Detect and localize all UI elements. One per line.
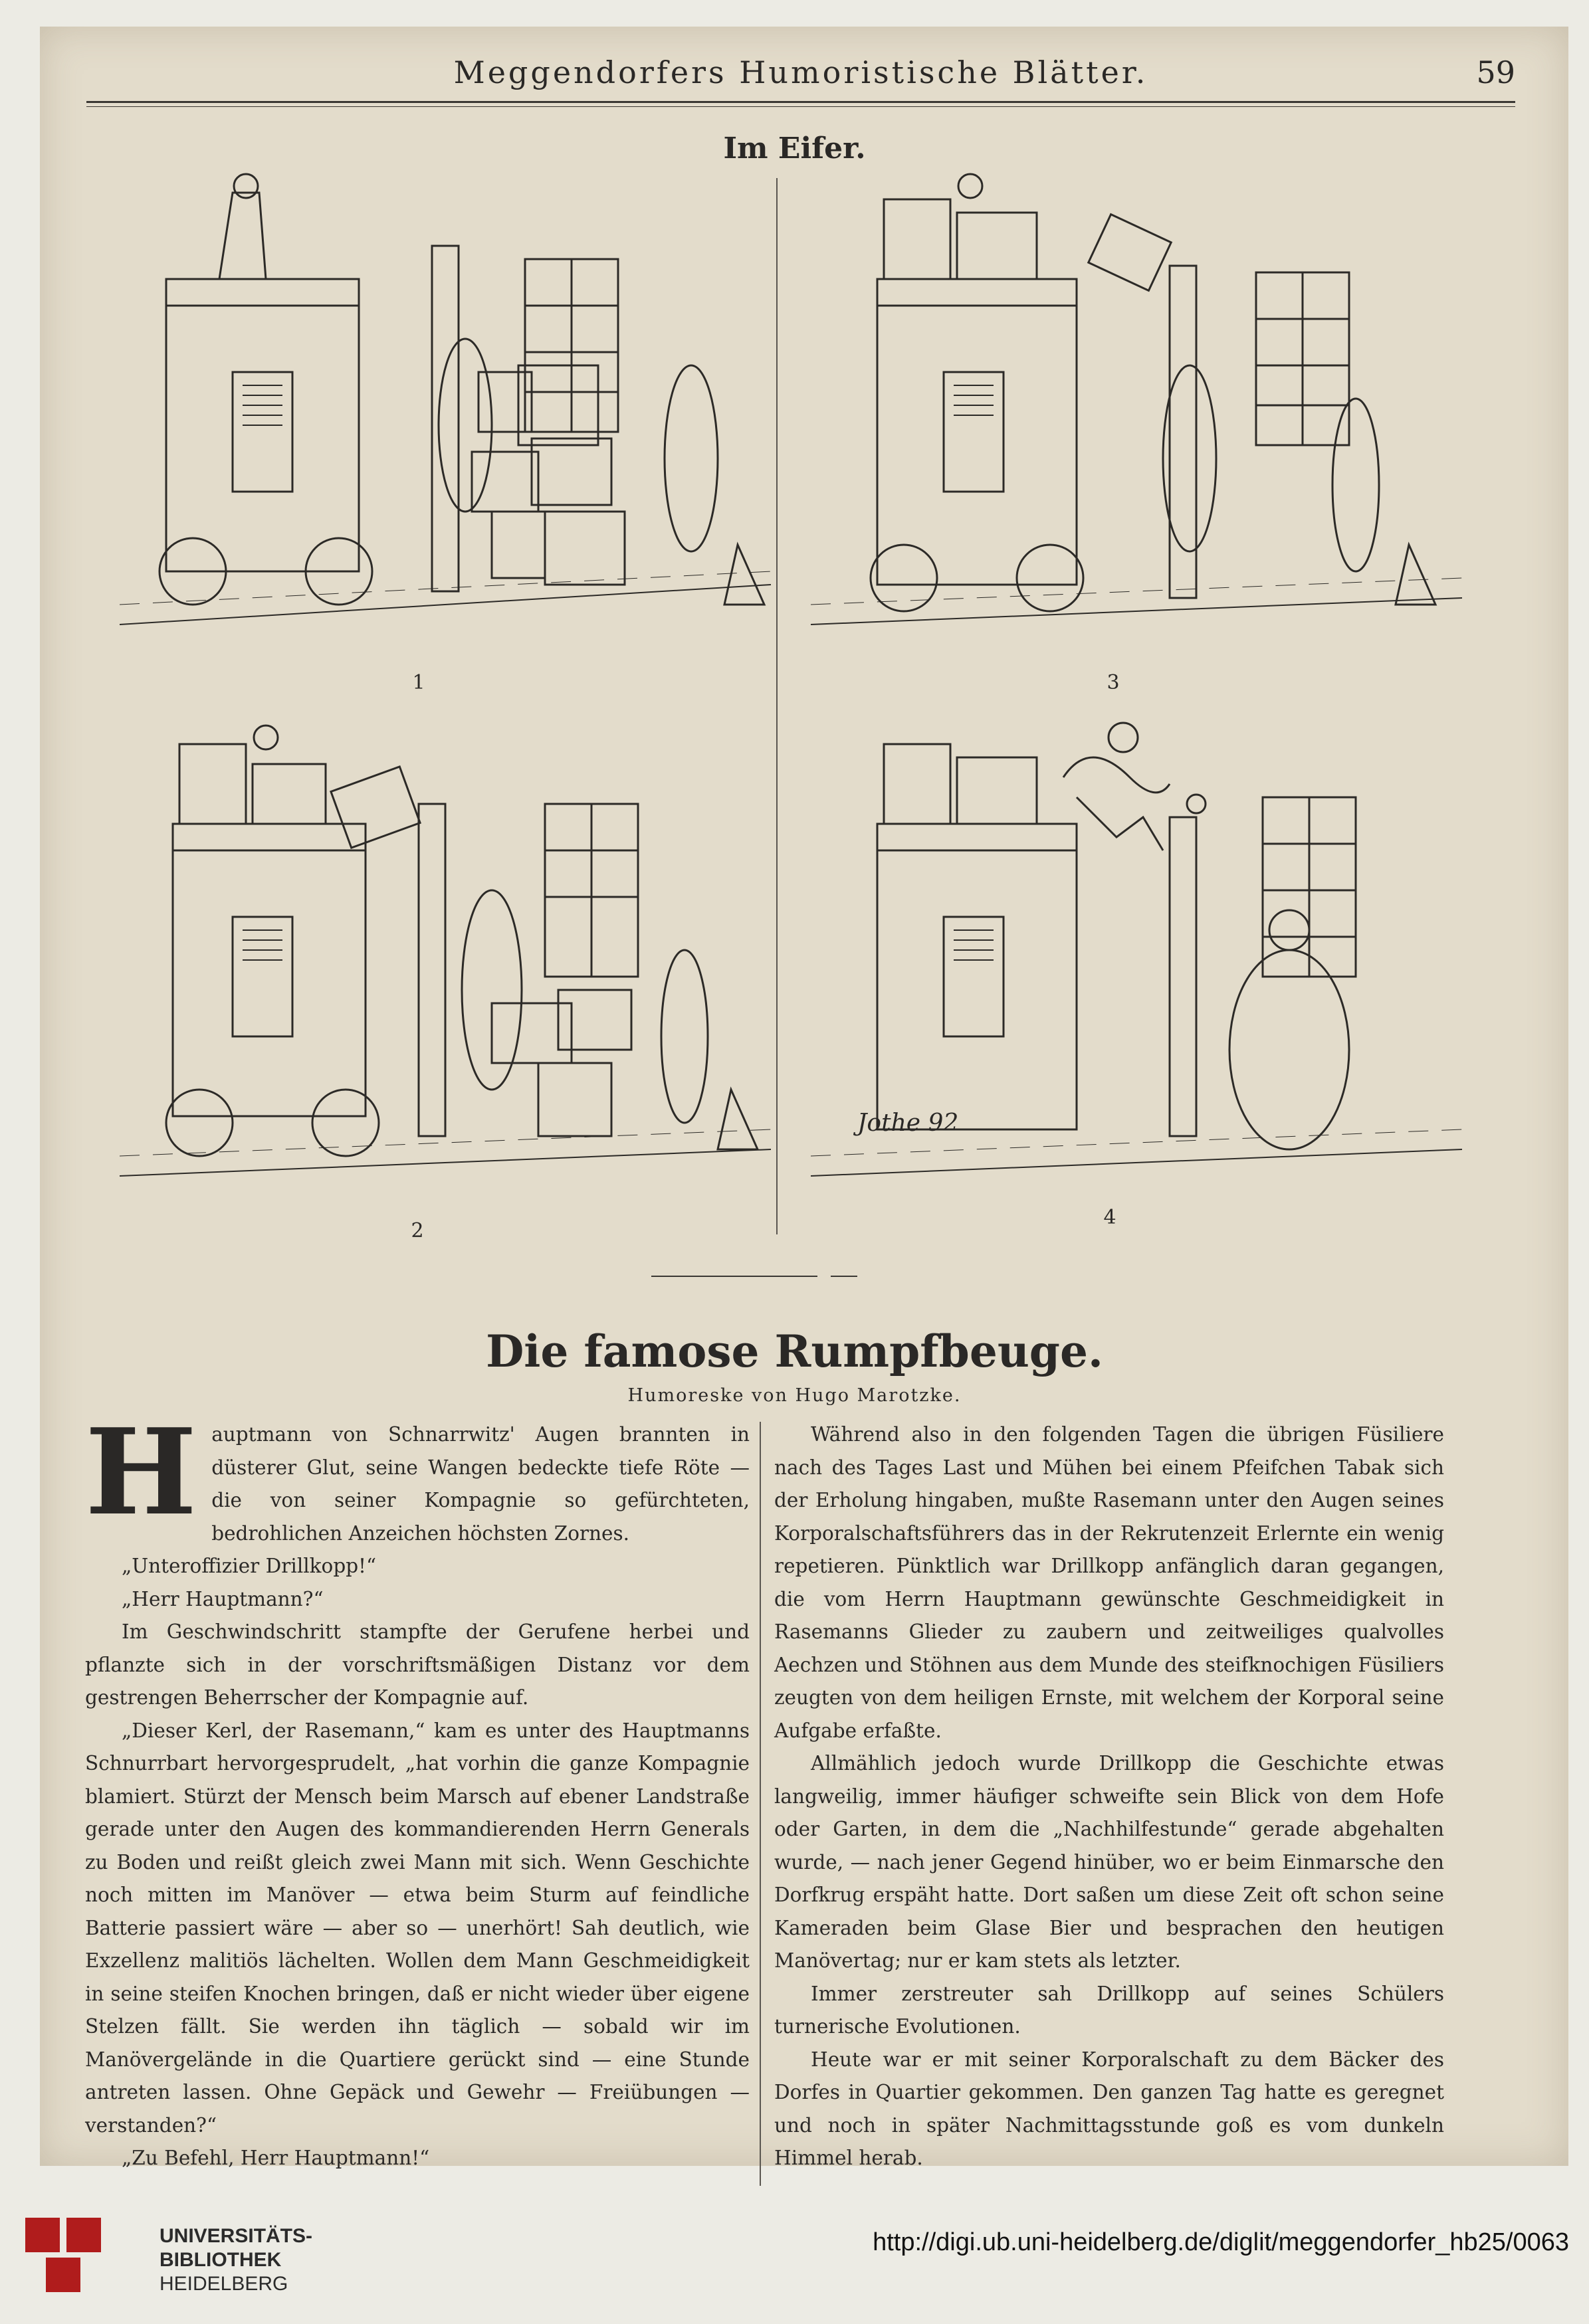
running-title: Meggendorfers Humoristische Blätter. <box>453 54 1148 90</box>
section-rule-short <box>831 1276 857 1277</box>
library-logo-icon <box>25 2218 152 2304</box>
cartoon-panel-3 <box>811 173 1462 651</box>
paragraph: „Zu Befehl, Herr Hauptmann!“ <box>122 2147 430 2169</box>
column-divider <box>760 1422 761 2186</box>
paragraph: „Unteroffizier Drillkopp!“ <box>122 1555 377 1577</box>
paragraph: „Herr Hauptmann?“ <box>122 1587 324 1610</box>
left-column <box>85 1403 750 2175</box>
artist-signature: Jothe 92 <box>857 1110 959 1137</box>
paragraph: Allmählich jedoch wurde Drillkopp die Geschichte etwas langweilig, immer häufiger schweifte sein Blick von dem Hofe oder Garten, in dem die „Nachhilfestunde“ gerade abgehalten wurde, — nach jener Gegend hinüber, wo er beim Einmarsche den Dorfkrug erspäht hatte. Dort saßen um diese Zeit oft schon seine Kameraden beim Glase Bier und besprachen den heutigen Manövertag; nur er kam stets als letzter. <box>774 1752 1444 1972</box>
cartoon-title: Im Eifer. <box>723 132 866 165</box>
paragraph: „Dieser Kerl, der Rasemann,“ kam es unter des Hauptmanns Schnurrbart hervorgesprudelt, „hat vorhin die ganze Kompagnie blamiert. Stürzt der Mensch beim Marsch auf ebener Landstraße gerade unter den Augen des kommandierenden Herrn Generals zu Boden und reißt gleich zwei Mann mit sich. Wenn Geschichte noch mitten im Manöver — etwa beim Sturm auf feindliche Batterie passiert wäre — aber so — unerhört! Sah deutlich, wie Exzellenz malitiös lächelten. Wollen dem Mann Geschmeidigkeit in seine steifen Knochen bringen, daß er nicht wieder über eigene Stelzen fällt. Sie werden ihn täglich — sobald wir im Manövergelände in die Quartiere gerückt sind — eine Stunde antreten lassen. Ohne Gepäck und Gewehr — Freiübungen — verstanden?“ <box>85 1719 750 2137</box>
panel-number-1: 1 <box>412 671 425 694</box>
panel-3-illustration <box>811 173 1462 651</box>
paragraph: Während also in den folgenden Tagen die übrigen Füsiliere nach des Tages Last und Mühen bei einem Pfeifchen Tabak sich der Erholung hingaben, mußte Rasemann unter den Augen seines Korporalschaftsführers das in der Rekrutenzeit Erlernte ein wenig repetieren. Pünktlich war Drillkopp anfänglich daran gegangen, die vom Herrn Hauptmann gewünschte Geschmeidigkeit in Rasemanns Glieder zu zaubern und zeitweiliges qualvolles Aechzen und Stöhnen aus dem Munde des steifknochigen Füsiliers zeugten von dem heiligen Ernste, mit welchem der Korporal seine Aufgabe erfaßte. <box>774 1423 1444 1742</box>
cartoon-divider <box>776 178 778 1234</box>
paragraph: Im Geschwindschritt stampfte der Gerufene herbei und pflanzte sich in der vorschriftsmäßigen Distanz vor dem gestrengen Beherrscher der Kompagnie auf. <box>85 1620 750 1709</box>
panel-1-illustration <box>120 173 771 651</box>
section-rule <box>651 1276 817 1277</box>
cartoon-panel-1 <box>120 173 771 651</box>
cartoon-panel-2 <box>120 718 771 1196</box>
drop-cap: H <box>85 1403 197 1541</box>
paragraph: auptmann von Schnarrwitz' Augen brannten in düsterer Glut, seine Wangen bedeckte tiefe Röte — die von seiner Kompagnie so gefürchteten, bedrohlichen Anzeichen höchsten Zornes. <box>211 1423 750 1545</box>
header-rule <box>86 101 1515 103</box>
story-byline: Humoreske von Hugo Marotzke. <box>627 1385 962 1406</box>
panel-number-3: 3 <box>1107 671 1120 694</box>
panel-number-2: 2 <box>411 1219 424 1242</box>
footer-bar <box>0 2186 1589 2324</box>
library-name: UNIVERSITÄTS- BIBLIOTHEK HEIDELBERG <box>159 2225 313 2295</box>
header-rule-thin <box>86 106 1515 107</box>
right-column <box>774 1418 1444 2175</box>
paragraph: Heute war er mit seiner Korporalschaft zu dem Bäcker des Dorfes in Quartier gekommen. Den ganzen Tag hatte es geregnet und noch in später Nachmittagsstunde goß es vom dunkeln Himmel herab. <box>774 2048 1444 2169</box>
running-head <box>86 54 1515 94</box>
paragraph: Immer zerstreuter sah Drillkopp auf seines Schülers turnerische Evolutionen. <box>774 1982 1444 2038</box>
story-title: Die famose Rumpfbeuge. <box>486 1325 1103 1377</box>
source-url[interactable]: http://digi.ub.uni-heidelberg.de/diglit/meggendorfer_hb25/0063 <box>873 2228 1569 2256</box>
panel-2-illustration <box>120 718 771 1196</box>
page-number: 59 <box>1476 54 1515 90</box>
panel-number-4: 4 <box>1103 1206 1116 1229</box>
